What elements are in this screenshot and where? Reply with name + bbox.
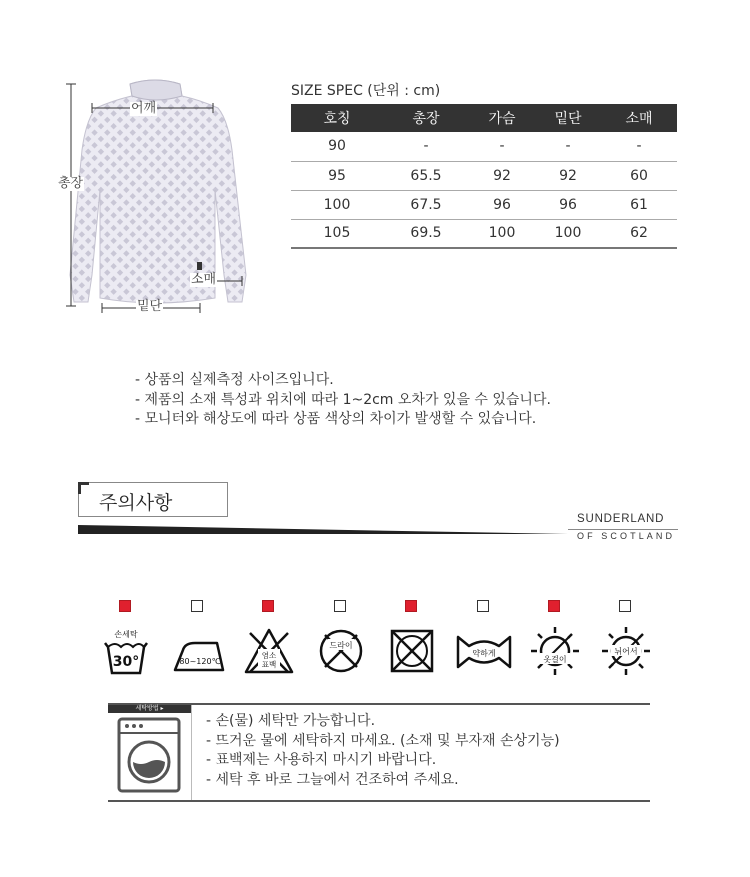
wash-section-bottom-rule	[108, 800, 650, 802]
table-cell: 92	[535, 161, 601, 190]
iron-temp-label: 80~120℃	[179, 657, 221, 666]
brand-logo-subtitle: OF SCOTLAND	[577, 531, 676, 541]
bleach-label-2: 표백	[261, 660, 277, 669]
column-header: 호칭	[291, 104, 383, 132]
shirt-illustration	[50, 70, 290, 330]
column-header: 소매	[601, 104, 677, 132]
column-header: 가슴	[469, 104, 535, 132]
note-line: - 상품의 실제측정 사이즈입니다.	[135, 372, 334, 388]
table-cell: 69.5	[383, 219, 469, 248]
care-checkbox	[548, 600, 560, 612]
table-cell: 67.5	[383, 190, 469, 219]
care-checkbox	[262, 600, 274, 612]
caution-header-box	[78, 482, 228, 517]
line-dry-label: 옷걸이	[543, 655, 567, 664]
table-cell: 100	[291, 190, 383, 219]
gentle-wring-icon	[455, 625, 513, 675]
table-row	[291, 132, 677, 161]
wash-section-divider	[191, 705, 192, 800]
wash-instruction-line: - 손(물) 세탁만 가능합니다.	[206, 713, 376, 729]
tumble-dry-no-icon	[383, 625, 441, 675]
hem-label: 밑단	[137, 299, 163, 314]
table-cell: 100	[469, 219, 535, 248]
bleach-label-1: 염소	[261, 651, 277, 660]
hand-wash-label: 손세탁	[114, 630, 138, 639]
care-checkbox	[119, 600, 131, 612]
table-cell: 96	[535, 190, 601, 219]
care-checkbox	[619, 600, 631, 612]
table-cell: -	[469, 132, 535, 161]
flat-dry-label: 뉘어서	[614, 647, 638, 656]
table-row	[291, 219, 677, 248]
wash-instruction-line: - 세탁 후 바로 그늘에서 건조하여 주세요.	[206, 771, 459, 788]
caution-divider-bar	[78, 525, 568, 534]
size-notes	[135, 371, 551, 430]
shoulder-label: 어깨	[131, 101, 157, 116]
table-cell: 65.5	[383, 161, 469, 190]
corner-mark	[78, 482, 81, 494]
care-checkbox	[191, 600, 203, 612]
caution-title: 주의사항	[99, 492, 173, 514]
wash-instruction-line: - 표백제는 사용하지 마시기 바랍니다.	[206, 752, 437, 768]
dry-clean-icon	[312, 625, 370, 675]
table-cell: 92	[469, 161, 535, 190]
care-checkbox	[334, 600, 346, 612]
column-header: 밑단	[535, 104, 601, 132]
size-spec-table	[291, 104, 677, 249]
note-line: - 제품의 소재 특성과 위치에 따라 1~2cm 오차가 있을 수 있습니다.	[135, 391, 551, 408]
table-cell: -	[535, 132, 601, 161]
hand-wash-temp: 30°	[112, 654, 140, 670]
table-cell: 95	[291, 161, 383, 190]
length-label: 총장	[58, 176, 84, 191]
table-cell: -	[383, 132, 469, 161]
hand-wash-30-icon	[97, 625, 155, 675]
washing-machine-icon	[117, 717, 181, 793]
care-checkbox	[405, 600, 417, 612]
table-cell: 62	[601, 219, 677, 248]
table-cell: 96	[469, 190, 535, 219]
wash-instruction-line: - 뜨거운 물에 세탁하지 마세요. (소재 및 부자재 손상기능)	[206, 732, 560, 749]
flat-dry-shade-icon	[597, 625, 655, 675]
size-spec-header-row	[291, 104, 677, 132]
care-checkbox	[477, 600, 489, 612]
bleach-no-icon	[240, 625, 298, 675]
wash-instructions	[206, 712, 560, 790]
table-row	[291, 161, 677, 190]
product-size-figure	[50, 70, 290, 330]
table-cell: 61	[601, 190, 677, 219]
brand-logo-name: SUNDERLAND	[577, 513, 665, 525]
iron-icon	[169, 625, 227, 675]
table-cell: 90	[291, 132, 383, 161]
brand-divider	[568, 529, 678, 530]
note-line: - 모니터와 해상도에 따라 상품 색상의 차이가 발생할 수 있습니다.	[135, 411, 537, 427]
sleeve-label: 소매	[191, 272, 217, 287]
table-cell: 60	[601, 161, 677, 190]
dry-clean-label: 드라이	[329, 641, 353, 650]
line-dry-shade-icon	[526, 625, 584, 675]
table-row	[291, 190, 677, 219]
column-header: 총장	[383, 104, 469, 132]
table-cell: 100	[535, 219, 601, 248]
size-spec-title: SIZE SPEC (단위 : cm)	[291, 83, 441, 99]
gentle-wring-label: 약하게	[472, 649, 496, 658]
wash-method-tag: 세탁방법 ▸	[108, 705, 191, 713]
table-cell: -	[601, 132, 677, 161]
table-cell: 105	[291, 219, 383, 248]
